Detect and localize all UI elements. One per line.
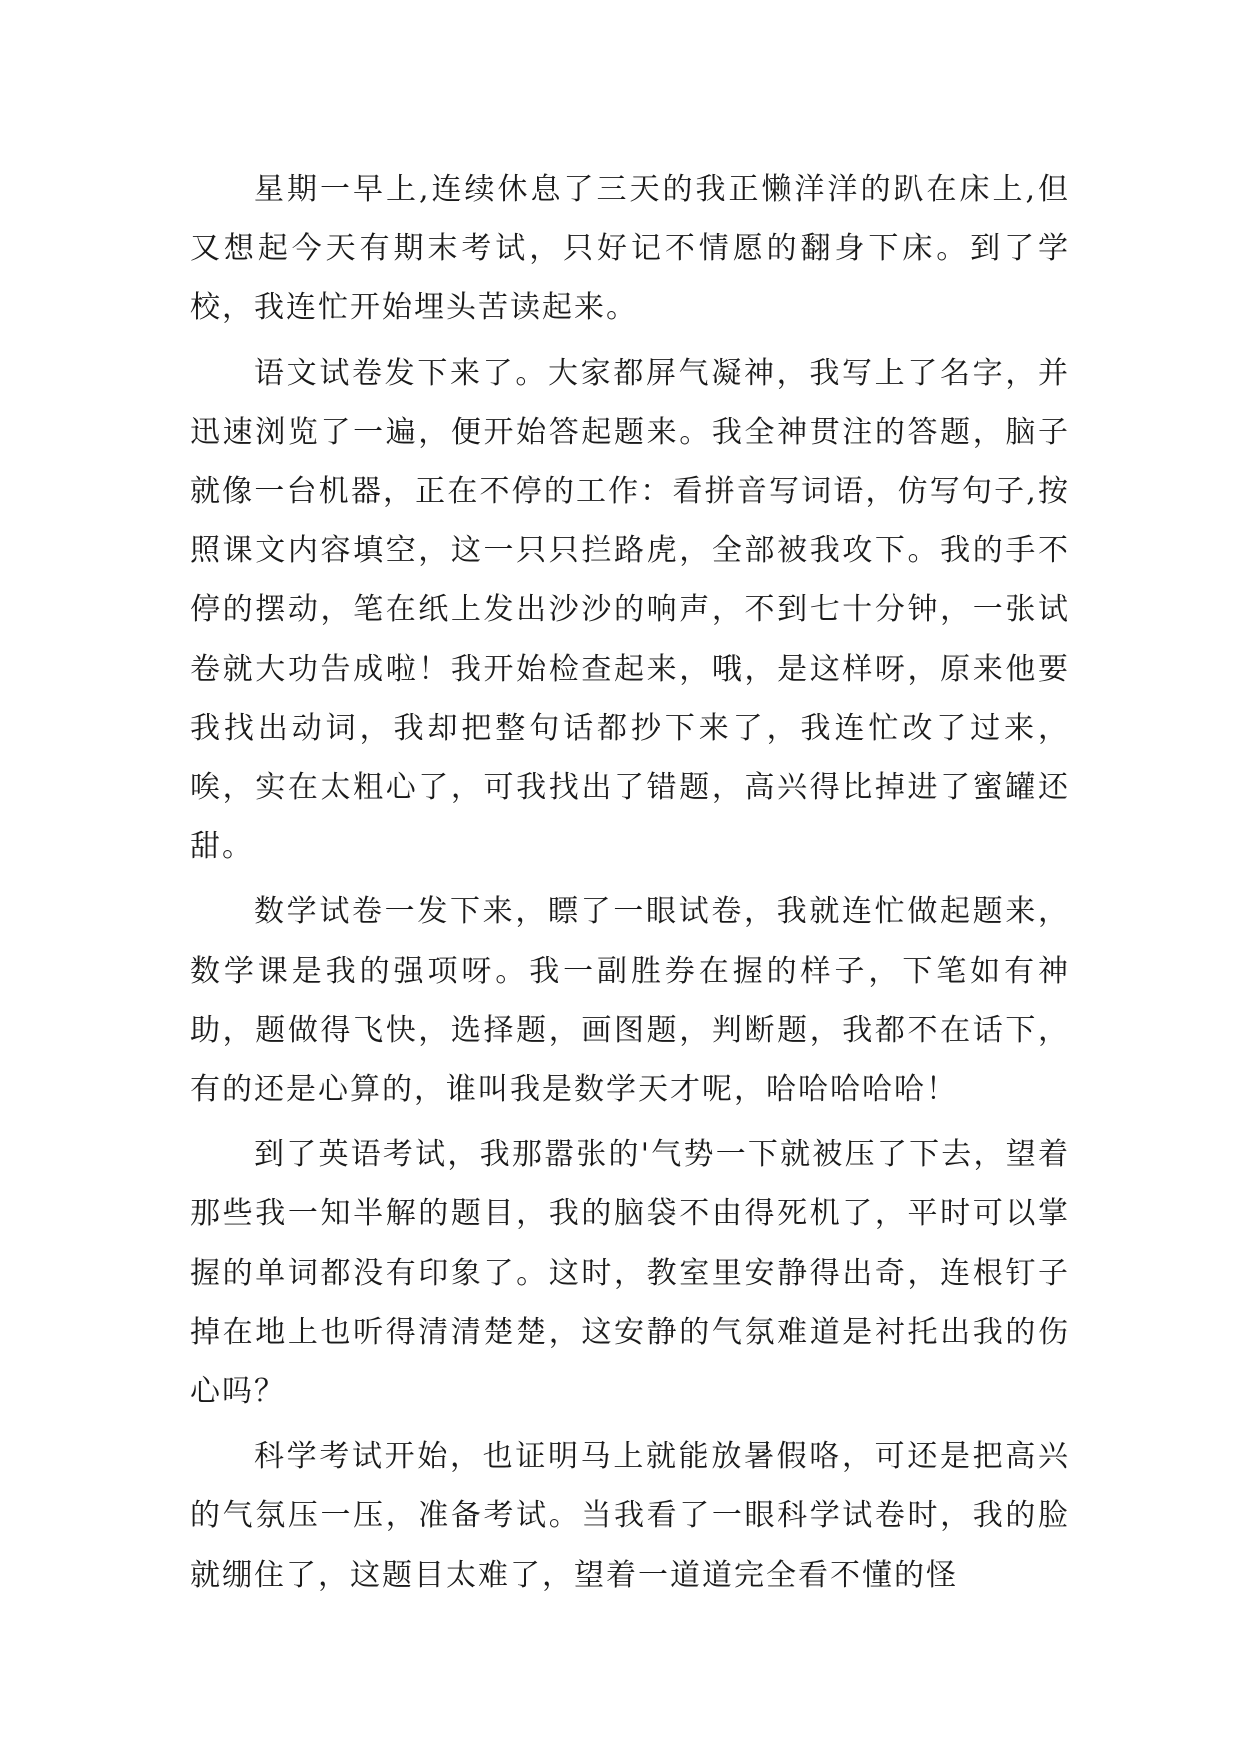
paragraph-4: 到了英语考试，我那嚣张的'气势一下就被压了下去，望着那些我一知半解的题目，我的脑袋不由得死机了，平时可以掌握的单词都没有印象了。这时，教室里安静得出奇，连根钉子掉在地上也听得清清楚楚，这安静的气氛难道是衬托出我的伤心吗？ — [190, 1137, 1070, 1410]
paragraph-2: 语文试卷发下来了。大家都屏气凝神，我写上了名字，并迅速浏览了一遍，便开始答起题来。我全神贯注的答题，脑子就像一台机器，正在不停的工作：看拼音写词语，仿写句子,按照课文内容填空，这一只只拦路虎，全部被我攻下。我的手不停的摆动，笔在纸上发出沙沙的响声，不到七十分钟，一张试卷就大功告成啦！我开始检查起来，哦，是这样呀，原来他要我找出动词，我却把整句话都抄下来了，我连忙改了过来，唉，实在太粗心了，可我找出了错题，高兴得比掉进了蜜罐还甜。 — [190, 355, 1070, 865]
paragraph-3: 数学试卷一发下来，瞟了一眼试卷，我就连忙做起题来，数学课是我的强项呀。我一副胜券在握的样子，下笔如有神助，题做得飞快，选择题，画图题，判断题，我都不在话下，有的还是心算的，谁叫我是数学天才呢，哈哈哈哈哈！ — [190, 894, 1070, 1108]
document-body — [190, 160, 1070, 1611]
paragraph-1: 星期一早上,连续休息了三天的我正懒洋洋的趴在床上,但又想起今天有期末考试，只好记不情愿的翻身下床。到了学校，我连忙开始埋头苦读起来。 — [190, 172, 1070, 326]
paragraph-5: 科学考试开始，也证明马上就能放暑假咯，可还是把高兴的气氛压一压，准备考试。当我看了一眼科学试卷时，我的脸就绷住了，这题目太难了，望着一道道完全看不懂的怪 — [190, 1439, 1070, 1593]
